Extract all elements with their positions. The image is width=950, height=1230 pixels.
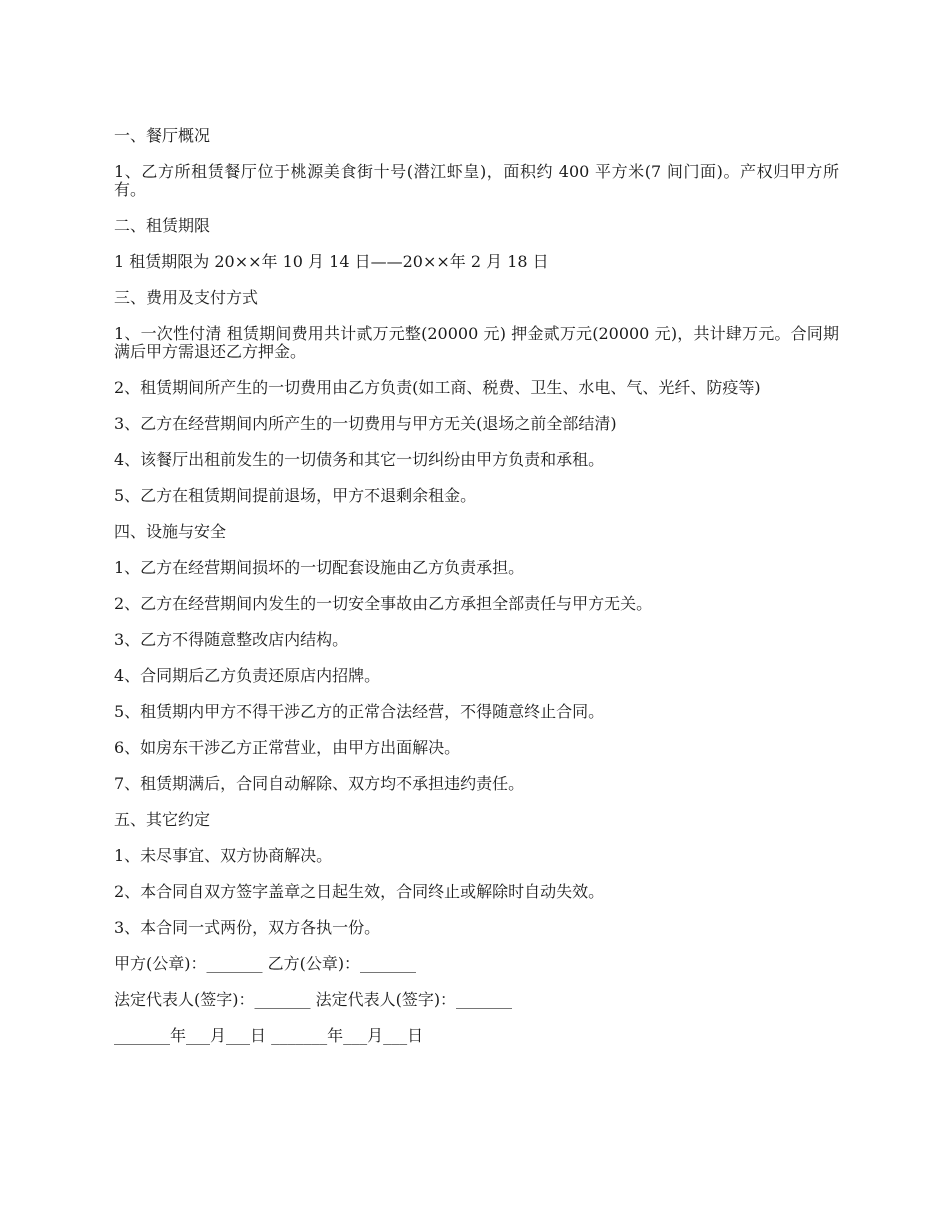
section-heading: 二、租赁期限 bbox=[114, 216, 211, 235]
clause-paragraph: 4、合同期后乙方负责还原店内招牌。 bbox=[114, 666, 381, 685]
clause-paragraph: 2、本合同自双方签字盖章之日起生效，合同终止或解除时自动失效。 bbox=[114, 882, 605, 901]
clause-paragraph: 3、乙方不得随意整改店内结构。 bbox=[114, 630, 349, 649]
document-body bbox=[114, 127, 839, 1063]
clause-paragraph: 1、乙方在经营期间损坏的一切配套设施由乙方负责承担。 bbox=[114, 558, 525, 577]
clause-paragraph: 6、如房东干涉乙方正常营业，由甲方出面解决。 bbox=[114, 738, 461, 757]
clause-paragraph: 3、本合同一式两份，双方各执一份。 bbox=[114, 918, 381, 937]
signature-line-date: _______年___月___日 _______年___月___日 bbox=[114, 1026, 424, 1045]
clause-paragraph: 3、乙方在经营期间内所产生的一切费用与甲方无关(退场之前全部结清) bbox=[114, 414, 617, 433]
clause-paragraph: 2、乙方在经营期间内发生的一切安全事故由乙方承担全部责任与甲方无关。 bbox=[114, 594, 653, 613]
clause-paragraph: 4、该餐厅出租前发生的一切债务和其它一切纠纷由甲方负责和承租。 bbox=[114, 450, 605, 469]
signature-line-seal: 甲方(公章)：_______ 乙方(公章)：_______ bbox=[114, 954, 417, 973]
clause-paragraph: 1 租赁期限为 20××年 10 月 14 日——20××年 2 月 18 日 bbox=[114, 252, 549, 271]
clause-paragraph: 1、未尽事宜、双方协商解决。 bbox=[114, 846, 333, 865]
clause-paragraph: 1、乙方所租赁餐厅位于桃源美食街十号(潜江虾皇)，面积约 400 平方米(7 间门面)。产权归甲方所有。 bbox=[114, 162, 839, 199]
section-heading: 四、设施与安全 bbox=[114, 522, 227, 541]
signature-line-representative: 法定代表人(签字)：_______ 法定代表人(签字)：_______ bbox=[114, 990, 513, 1009]
clause-paragraph: 1、一次性付清 租赁期间费用共计贰万元整(20000 元) 押金贰万元(20000 元)，共计肆万元。合同期满后甲方需退还乙方押金。 bbox=[114, 324, 839, 361]
section-heading: 三、费用及支付方式 bbox=[114, 288, 259, 307]
clause-paragraph: 7、租赁期满后，合同自动解除、双方均不承担违约责任。 bbox=[114, 774, 525, 793]
clause-paragraph: 2、租赁期间所产生的一切费用由乙方负责(如工商、税费、卫生、水电、气、光纤、防疫等) bbox=[114, 378, 761, 397]
section-heading: 五、其它约定 bbox=[114, 810, 211, 829]
section-heading: 一、餐厅概况 bbox=[114, 126, 211, 145]
clause-paragraph: 5、租赁期内甲方不得干涉乙方的正常合法经营，不得随意终止合同。 bbox=[114, 702, 605, 721]
clause-paragraph: 5、乙方在租赁期间提前退场，甲方不退剩余租金。 bbox=[114, 486, 477, 505]
